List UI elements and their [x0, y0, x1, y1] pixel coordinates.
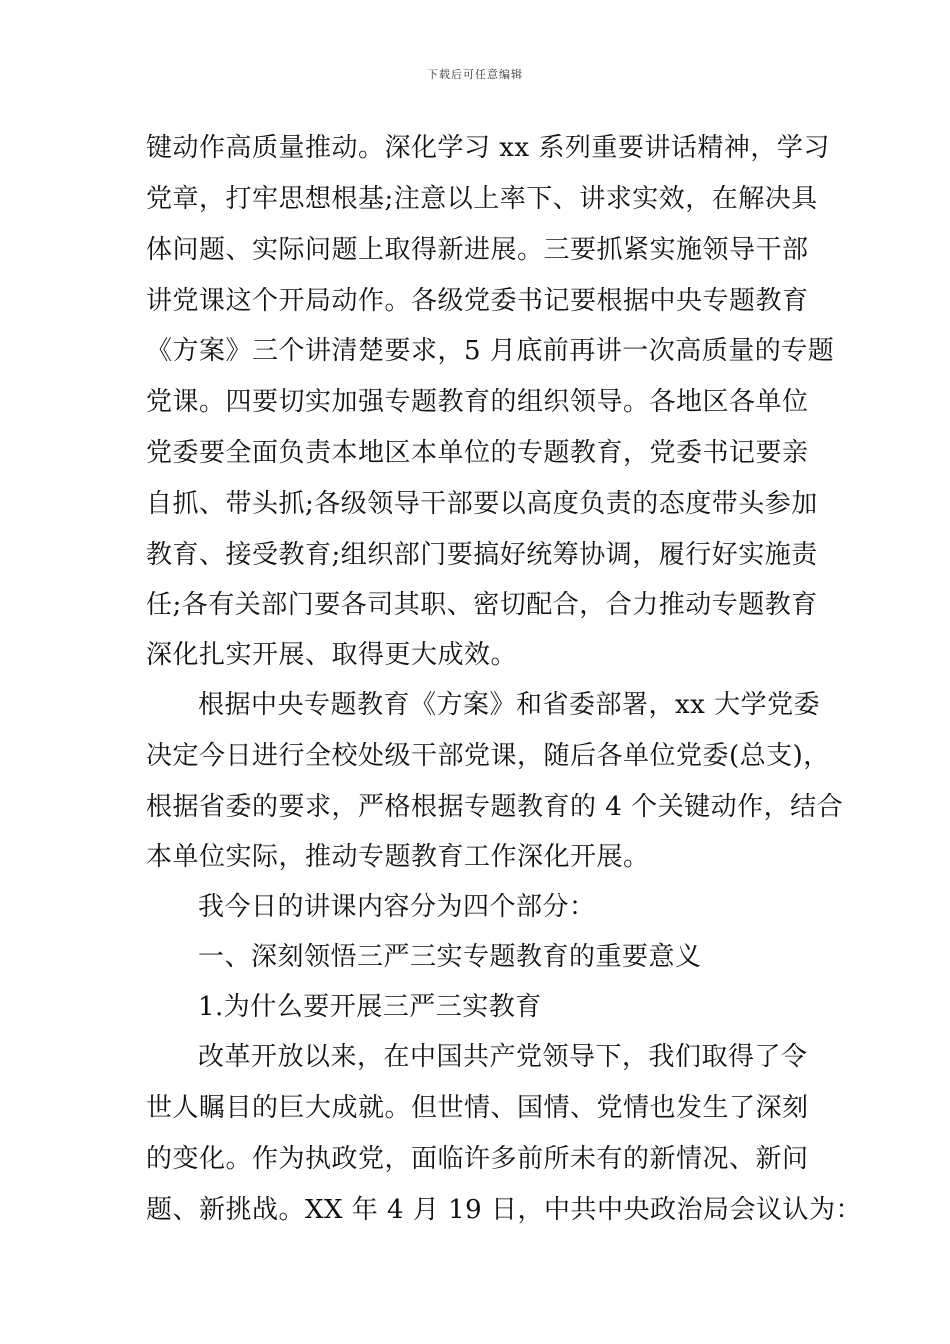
text-line: 世人瞩目的巨大成就。但世情、国情、党情也发生了深刻	[146, 1093, 809, 1123]
text-line: 题、新挑战。XX 年 4 月 19 日，中共中央政治局会议认为：	[146, 1195, 862, 1225]
text-line: 键动作高质量推动。深化学习 xx 系列重要讲话精神，学习	[146, 133, 830, 163]
text-line: 根据省委的要求，严格根据专题教育的 4 个关键动作，结合	[146, 792, 844, 822]
page-header: 下载后可任意编辑	[427, 68, 523, 81]
text-line: 体问题、实际问题上取得新进展。三要抓紧实施领导干部	[146, 235, 809, 265]
text-line: 讲党课这个开局动作。各级党委书记要根据中央专题教育	[146, 286, 809, 316]
section-heading: 一、深刻领悟三严三实专题教育的重要意义	[198, 942, 702, 972]
text-line: 《方案》三个讲清楚要求，5 月底前再讲一次高质量的专题	[146, 336, 835, 366]
text-line: 任;各有关部门要各司其职、密切配合，合力推动专题教育	[146, 590, 818, 620]
text-line: 本单位实际，推动专题教育工作深化开展。	[146, 842, 650, 872]
text-line: 党委要全面负责本地区本单位的专题教育，党委书记要亲	[146, 438, 809, 468]
subsection-heading: 1.为什么要开展三严三实教育	[198, 992, 542, 1022]
paragraph-first-line: 改革开放以来，在中国共产党领导下，我们取得了令	[198, 1042, 808, 1072]
text-line: 党课。四要切实加强专题教育的组织领导。各地区各单位	[146, 387, 809, 417]
paragraph-first-line: 根据中央专题教育《方案》和省委部署，xx 大学党委	[198, 690, 821, 720]
text-line: 党章，打牢思想根基;注意以上率下、讲求实效，在解决具	[146, 184, 818, 214]
text-line: 自抓、带头抓;各级领导干部要以高度负责的态度带头参加	[146, 489, 818, 519]
paragraph-first-line: 我今日的讲课内容分为四个部分：	[198, 892, 596, 922]
text-line: 深化扎实开展、取得更大成效。	[146, 640, 518, 670]
text-line: 的变化。作为执政党，面临许多前所未有的新情况、新问	[146, 1144, 809, 1174]
text-line: 教育、接受教育;组织部门要搞好统筹协调，履行好实施责	[146, 540, 818, 570]
text-line: 决定今日进行全校处级干部党课，随后各单位党委(总支)，	[146, 741, 830, 771]
